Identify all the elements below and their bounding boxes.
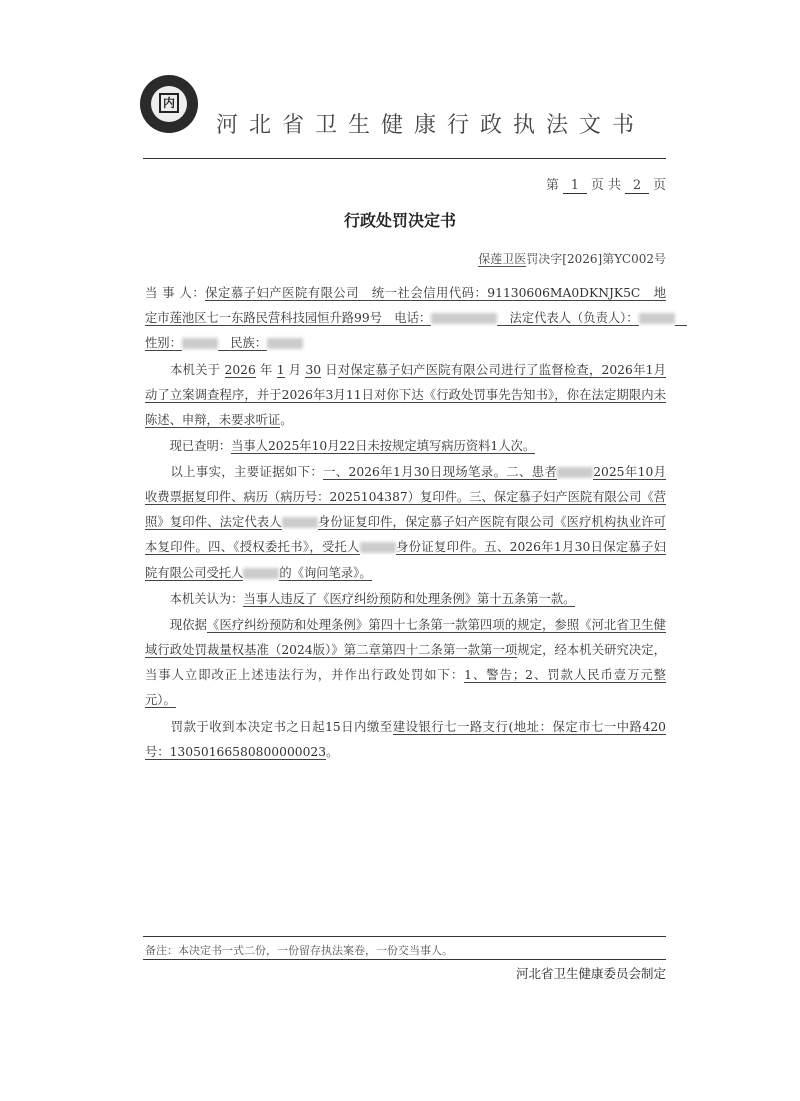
filled-text: 收费票据复印件、病历（病历号：2025104387）复印件。三、保定慕子妇产医院有限公司《营 bbox=[145, 490, 666, 505]
filled-text: 域行政处罚裁量权基准（2024版）》第二章第四十二条第一款第一项 bbox=[145, 643, 518, 657]
filled-text: 号：13050166580800000023 bbox=[145, 745, 327, 759]
filled-text: 对保定慕子妇产医院有限公司进行了监督检查，2026年1月 bbox=[145, 363, 666, 378]
form-text: 现已查明： bbox=[145, 439, 232, 453]
filled-text: 性别： bbox=[145, 336, 182, 350]
body-line bbox=[145, 617, 666, 633]
footer-note: 备注：本决定书一式二份，一份留存执法案卷，一份交当事人。 bbox=[145, 944, 453, 957]
form-text: 当事人立即改正上述违法行为，并作出行政处罚如下： bbox=[145, 668, 465, 682]
page-prefix: 第 bbox=[545, 178, 559, 193]
redacted-text bbox=[243, 568, 279, 579]
filled-text: 1、警告；2、罚款人民币壹万元整 bbox=[145, 668, 666, 683]
filled-text: 2025年10月 bbox=[145, 465, 666, 480]
body-line bbox=[145, 335, 666, 351]
filled-text bbox=[675, 311, 687, 326]
filled-text: 元）。 bbox=[145, 693, 176, 707]
redacted-text bbox=[557, 467, 593, 478]
footer-divider-bottom bbox=[143, 959, 666, 960]
body-line bbox=[145, 362, 666, 378]
filled-text: 的《询问笔录》。 bbox=[279, 566, 372, 580]
filled-text: 院有限公司受托人 bbox=[145, 566, 244, 580]
filled-text: 身份证复印件。五、2026年1月30日保定慕子妇 bbox=[145, 540, 666, 555]
filled-text: 保定慕子妇产医院有限公司 统一社会信用代码：91130606MA0DKNJK5C 地 bbox=[145, 286, 666, 301]
seal-emblem: 内 bbox=[159, 93, 179, 113]
filled-text: 建设银行七一路支行(地址：保定市七一中路420 bbox=[145, 720, 666, 735]
filled-text: 一、2026年1月30日现场笔录。二、患者 bbox=[323, 465, 558, 479]
body-line bbox=[145, 719, 666, 735]
body-line bbox=[145, 591, 666, 607]
document-title: 行政处罚决定书 bbox=[343, 211, 456, 230]
redacted-text bbox=[182, 338, 218, 349]
filled-text: 当事人2025年10月22日未按规定填写病历资料1人次。 bbox=[231, 439, 536, 453]
filled-text: 《医疗纠纷预防和处理条例》第四十七条第一款第四项的规定，参照《河北省卫生健 bbox=[145, 618, 666, 633]
page-middle: 页 共 bbox=[590, 178, 621, 193]
form-text: 规定，经本机关研究决定， bbox=[517, 643, 666, 657]
filled-text: 30 bbox=[305, 363, 322, 377]
body-line bbox=[145, 438, 666, 454]
body-line bbox=[145, 692, 666, 708]
footer-divider-top bbox=[143, 936, 666, 937]
redacted-text bbox=[267, 338, 303, 349]
doc-number-agency: 保莲卫医 bbox=[478, 252, 527, 266]
page-suffix: 页 bbox=[652, 178, 666, 193]
body-line bbox=[145, 310, 666, 326]
body-line bbox=[145, 642, 666, 658]
form-text: 罚款于收到本决定书之日起15日内缴至 bbox=[145, 720, 393, 734]
form-text: 当 事 人： bbox=[145, 286, 206, 300]
body-line bbox=[145, 539, 666, 555]
redacted-text bbox=[360, 542, 396, 553]
redacted-text bbox=[639, 313, 675, 324]
filled-text: 民族： bbox=[217, 336, 268, 350]
page-total: 2 bbox=[625, 178, 649, 194]
body-line bbox=[145, 387, 666, 403]
filled-text: 身份证复印件，保定慕子妇产医院有限公司《医疗机构执业许可 bbox=[145, 515, 666, 530]
document-number bbox=[478, 250, 666, 267]
form-text: 以上事实，主要证据如下： bbox=[145, 465, 324, 479]
filled-text: 定市莲池区七一东路民营科技园恒升路99号 电话： bbox=[145, 311, 432, 325]
health-inspection-seal-logo bbox=[140, 75, 198, 133]
body-line bbox=[145, 464, 666, 480]
filled-text: 陈述、申辩，未要求听证 bbox=[145, 413, 281, 427]
form-text: 月 bbox=[284, 363, 306, 377]
issuing-authority: 河北省卫生健康委员会制定 bbox=[515, 966, 666, 981]
page-count bbox=[546, 174, 666, 194]
filled-text: 法定代表人（负责人）： bbox=[497, 311, 639, 325]
filled-text: 当事人违反了《医疗纠纷预防和处理条例》第十五条第一款。 bbox=[243, 592, 576, 606]
header-title: 河北省卫生健康行政执法文书 bbox=[216, 113, 646, 138]
body-line bbox=[145, 565, 666, 581]
filled-text: 动了立案调查程序，并于2026年3月11日对你下达《行政处罚事先告知书》，你在法定期限内未 bbox=[145, 388, 666, 403]
filled-text: 照》复印件、法定代表人 bbox=[145, 515, 282, 529]
form-text: 。 bbox=[280, 413, 293, 427]
header-divider bbox=[143, 158, 666, 159]
form-text: 现依据 bbox=[145, 618, 208, 632]
body-line bbox=[145, 285, 666, 301]
form-text: 本机关于 bbox=[145, 363, 225, 377]
filled-text: 本复印件。四、《授权委托书》，受托人 bbox=[145, 540, 360, 554]
form-text: 。 bbox=[326, 745, 339, 759]
form-text: 本机关认为： bbox=[145, 592, 244, 606]
page-current: 1 bbox=[563, 178, 587, 194]
redacted-text bbox=[431, 313, 497, 324]
body-line bbox=[145, 514, 666, 530]
filled-text: 1 bbox=[276, 363, 285, 377]
doc-number-rest: 罚决字[2026]第YC002号 bbox=[526, 252, 666, 266]
body-line bbox=[145, 412, 666, 428]
body-line bbox=[145, 489, 666, 505]
form-text: 日 bbox=[321, 363, 338, 377]
filled-text: 2026 bbox=[224, 363, 256, 377]
body-line bbox=[145, 667, 666, 683]
redacted-text bbox=[282, 517, 318, 528]
form-text: 年 bbox=[255, 363, 277, 377]
body-line bbox=[145, 744, 666, 760]
